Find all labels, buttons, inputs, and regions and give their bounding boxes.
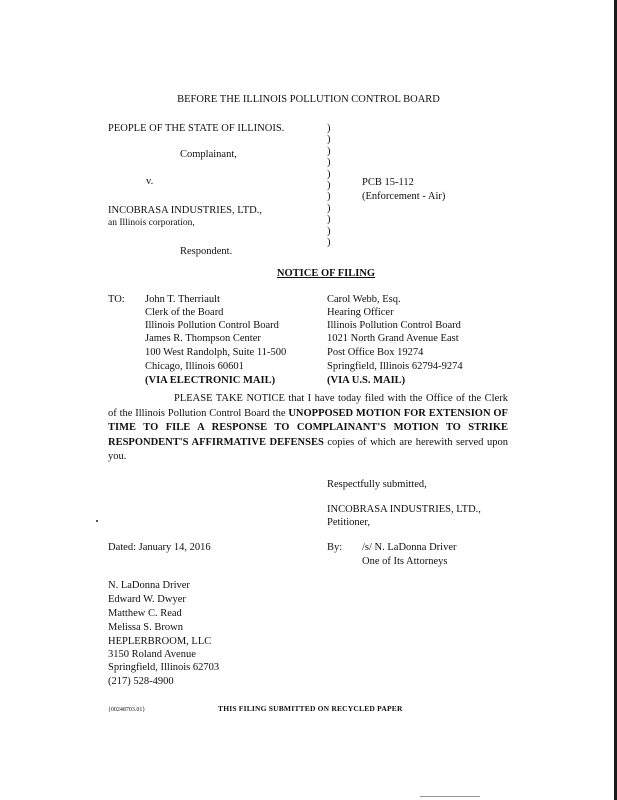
recycled-paper-note: THIS FILING SUBMITTED ON RECYCLED PAPER	[218, 704, 403, 713]
scan-speck	[96, 520, 98, 522]
electronic-signature: /s/ N. LaDonna Driver	[362, 542, 457, 553]
law-firm-name: HEPLERBROOM, LLC	[108, 636, 212, 647]
firm-street: 3150 Roland Avenue	[108, 649, 196, 660]
notice-text-start: PLEASE TAKE NOTICE that I have today filed with the Office of the Clerk of the Illinois Pollution Control Board the	[108, 393, 508, 419]
firm-city: Springfield, Illinois 62703	[108, 662, 220, 673]
signature-party: INCOBRASA INDUSTRIES, LTD.,	[327, 504, 481, 515]
case-type: (Enforcement - Air)	[362, 191, 446, 202]
defendant-name: INCOBRASA INDUSTRIES, LTD.,	[108, 205, 262, 216]
recipient2-name: Carol Webb, Esq.	[327, 294, 401, 305]
recipient2-method: (VIA U.S. MAIL)	[327, 375, 406, 386]
recipient2-street: 1021 North Grand Avenue East	[327, 333, 459, 344]
defendant-role: Respondent.	[180, 246, 233, 257]
recipient2-org: Illinois Pollution Control Board	[327, 320, 461, 331]
recipient2-city: Springfield, Illinois 62794-9274	[327, 361, 463, 372]
recipient1-org: Illinois Pollution Control Board	[145, 320, 279, 331]
recipient1-building: James R. Thompson Center	[145, 333, 261, 344]
recipient2-title: Hearing Officer	[327, 307, 394, 318]
versus-label: v.	[146, 176, 154, 187]
recipient1-city: Chicago, Illinois 60601	[145, 361, 244, 372]
caption-parentheses: ) ) ) ) ) ) ) ) ) ) )	[327, 123, 331, 249]
attorney-name: N. LaDonna Driver	[108, 580, 190, 591]
recipient1-street: 100 West Randolph, Suite 11-500	[145, 347, 287, 358]
to-label: TO:	[108, 294, 125, 305]
recipient1-method: (VIA ELECTRONIC MAIL)	[145, 375, 276, 386]
recipient1-title: Clerk of the Board	[145, 307, 224, 318]
attorney-name: Matthew C. Read	[108, 608, 182, 619]
firm-phone: (217) 528-4900	[108, 676, 174, 687]
plaintiff-name: PEOPLE OF THE STATE OF ILLINOIS.	[108, 123, 285, 134]
closing-text: Respectfully submitted,	[327, 479, 427, 490]
motion-title: UNOPPOSED MOTION FOR EXTENSION OF TIME TO FILE A RESPONSE TO COMPLAINANT'S MOTION TO STRIKE RESPONDENT'S AFFIRMATIVE DEFENSES	[108, 407, 508, 448]
recipient2-box: Post Office Box 19274	[327, 347, 424, 358]
document-id: {00248703.01}	[108, 707, 146, 713]
signature-role: Petitioner,	[327, 517, 371, 528]
notice-text-end: copies of which are herewith served upon you.	[108, 436, 509, 462]
date-line: Dated: January 14, 2016	[108, 542, 211, 553]
attorney-name: Edward W. Dwyer	[108, 594, 186, 605]
signer-title: One of Its Attorneys	[362, 556, 448, 567]
board-heading: BEFORE THE ILLINOIS POLLUTION CONTROL BOARD	[177, 94, 440, 105]
by-label: By:	[327, 542, 343, 553]
notice-paragraph	[108, 392, 508, 465]
defendant-description: an Illinois corporation,	[108, 218, 195, 228]
notice-title: NOTICE OF FILING	[276, 268, 376, 279]
attorney-name: Melissa S. Brown	[108, 622, 183, 633]
case-number: PCB 15-112	[362, 177, 414, 188]
recipient1-name: John T. Therriault	[145, 294, 220, 305]
plaintiff-role: Complainant,	[180, 149, 237, 160]
scan-mark	[420, 796, 480, 797]
